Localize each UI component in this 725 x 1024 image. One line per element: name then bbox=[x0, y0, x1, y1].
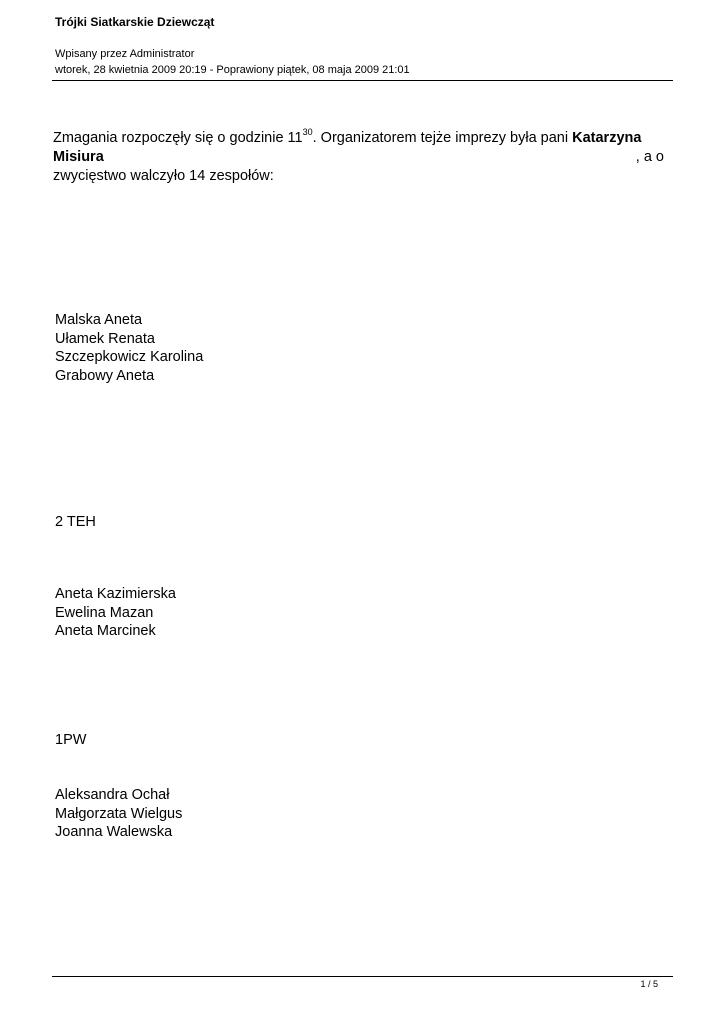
intro-text-before: Zmagania rozpoczęły się o godzinie 11 bbox=[53, 130, 303, 146]
team-2-members bbox=[55, 585, 176, 641]
intro-line-1 bbox=[53, 129, 664, 148]
intro-paragraph bbox=[53, 129, 664, 186]
organizer-last-name: Misiura bbox=[53, 149, 104, 165]
team-member: Małgorzata Wielgus bbox=[55, 805, 183, 822]
intro-line-2 bbox=[53, 148, 664, 167]
team-member: Aleksandra Ochał bbox=[55, 787, 170, 803]
organizer-first-name: Katarzyna bbox=[572, 130, 642, 146]
team-member: Grabowy Aneta bbox=[55, 367, 155, 384]
intro-text-middle: . Organizatorem tejże imprezy była pani bbox=[312, 130, 573, 146]
team-1-members bbox=[55, 311, 203, 385]
team-member: Malska Aneta bbox=[55, 312, 143, 328]
author-byline: Wpisany przez Administrator bbox=[55, 48, 195, 60]
page-number: 1 / 5 bbox=[640, 979, 658, 989]
intro-line-3: zwycięstwo walczyło 14 zespołów: bbox=[53, 168, 274, 184]
team-3-label: 1PW bbox=[55, 732, 87, 748]
team-2-label: 2 TEH bbox=[55, 514, 96, 530]
header-divider bbox=[52, 80, 673, 81]
team-member: Joanna Walewska bbox=[55, 824, 173, 840]
team-member: Aneta Marcinek bbox=[55, 623, 156, 639]
team-member: Aneta Kazimierska bbox=[55, 586, 176, 602]
intro-text-tail: , a o bbox=[635, 149, 664, 165]
team-3-members bbox=[55, 786, 182, 842]
page-title: Trójki Siatkarskie Dziewcząt bbox=[55, 15, 215, 29]
team-member: Ułamek Renata bbox=[55, 330, 155, 347]
team-member: Ewelina Mazan bbox=[55, 604, 154, 621]
footer-divider bbox=[52, 976, 673, 977]
time-superscript: 30 bbox=[302, 127, 313, 138]
team-member: Szczepkowicz Karolina bbox=[55, 349, 204, 365]
publication-dates: wtorek, 28 kwietnia 2009 20:19 - Poprawiony piątek, 08 maja 2009 21:01 bbox=[55, 64, 410, 76]
